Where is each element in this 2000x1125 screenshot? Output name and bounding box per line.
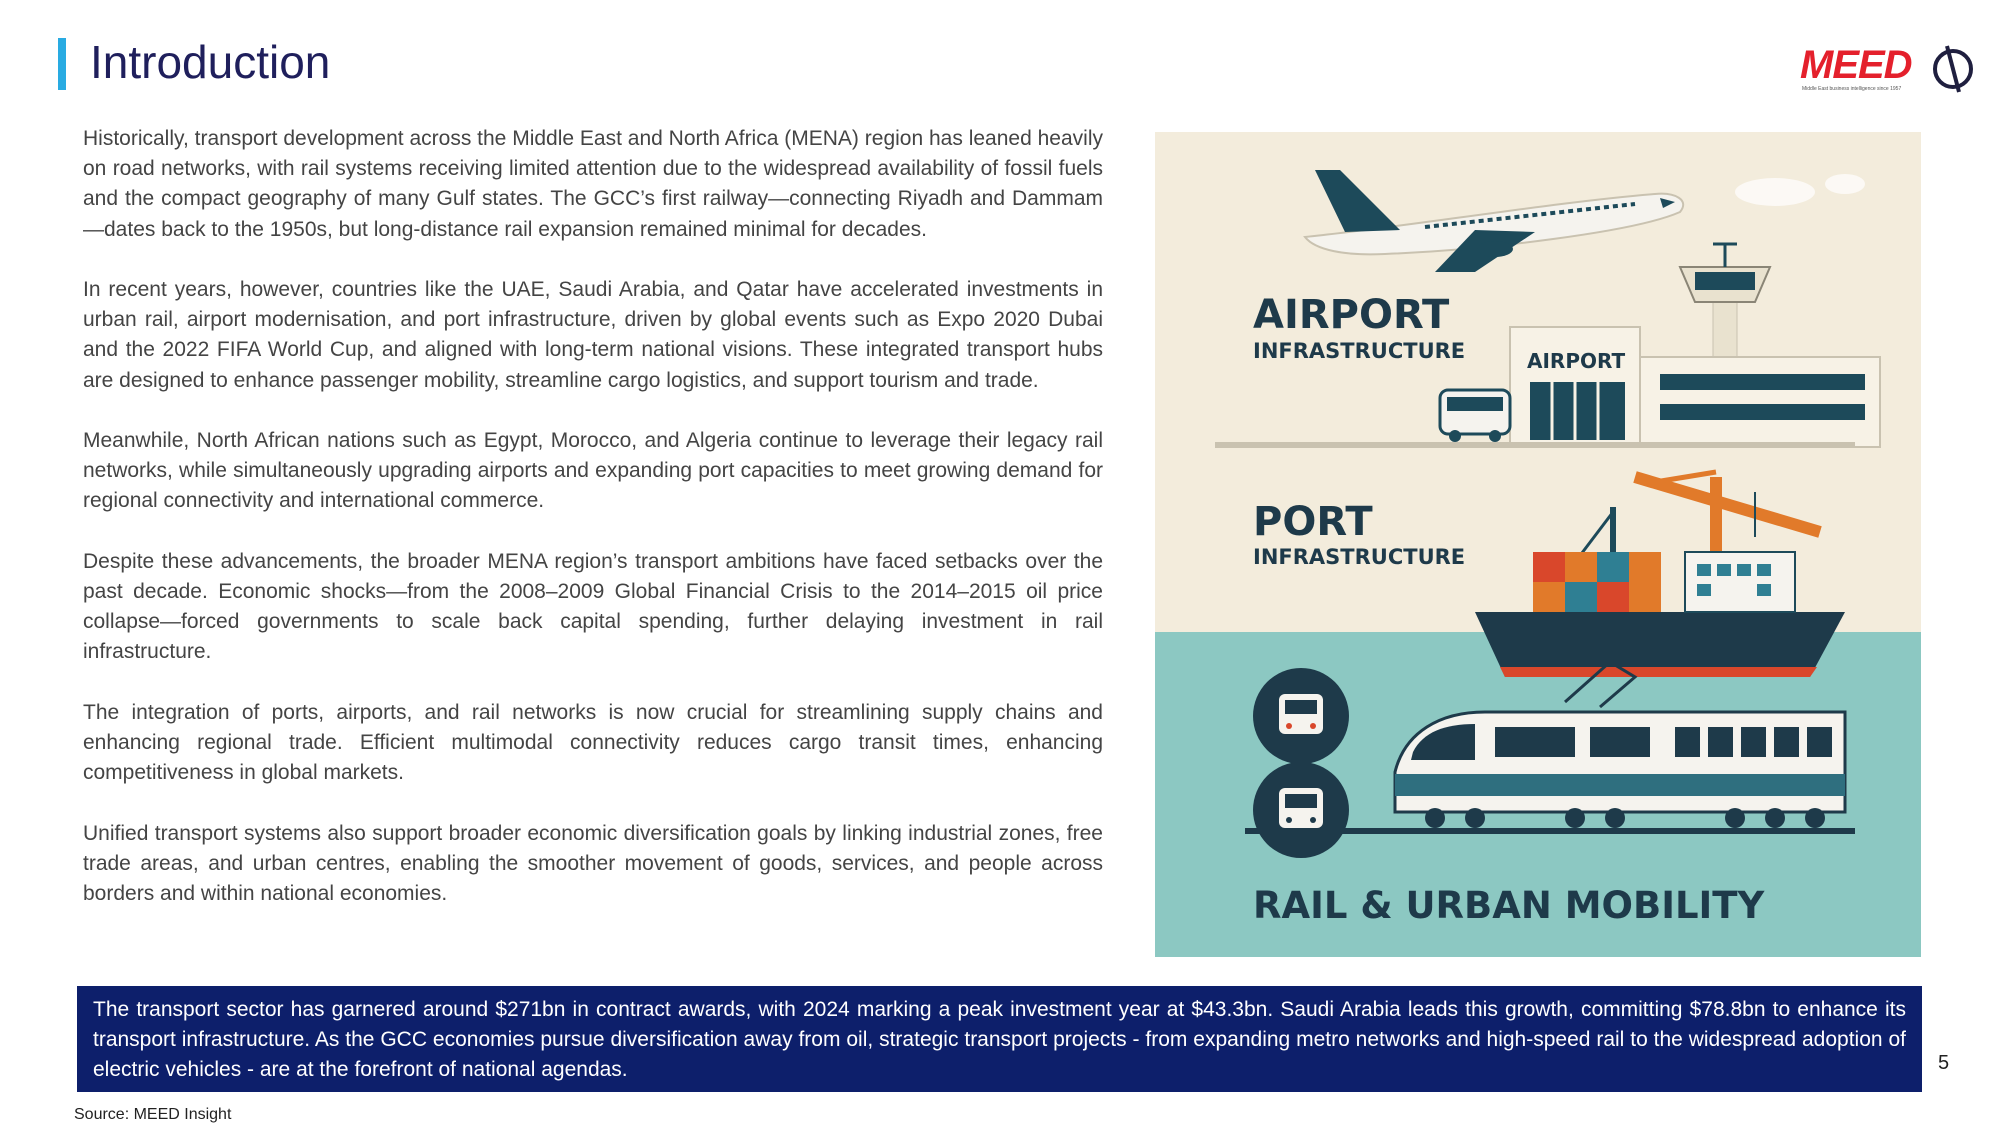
paragraph-integration: The integration of ports, airports, and rail networks is now crucial for streamlining supply chains and enhancing regional trade. Efficient multimodal connectivity reduces cargo transit times, enhancing competitiveness in global markets. xyxy=(83,700,1103,785)
source-note: Source: MEED Insight xyxy=(74,1106,232,1123)
meed-logo xyxy=(1800,40,1980,98)
port-subheading: INFRASTRUCTURE xyxy=(1253,545,1466,569)
paragraph-recent-investment: In recent years, however, countries like the UAE, Saudi Arabia, and Qatar have accelerated investments in urban rail, airport modernisation, and port infrastructure, driven by global events such as Expo 2020 Dubai and the 2022 FIFA World Cup, and aligned with long-term national visions. These integrated transport hubs are designed to enhance passenger mobility, streamline cargo logistics, and support tourism and trade. xyxy=(83,278,1103,392)
transport-illustration xyxy=(1155,132,1921,957)
tram-badge-icon xyxy=(1253,762,1349,858)
body-text xyxy=(83,124,1103,939)
logo-tagline: Middle East business intelligence since 1957 xyxy=(1802,86,1902,92)
rail-heading: RAIL & URBAN MOBILITY xyxy=(1253,884,1765,927)
paragraph-setbacks: Despite these advancements, the broader MENA region’s transport ambitions have faced setbacks over the past decade. Economic shocks—from the 2008–2009 Global Financial Crisis to the 2014–2015 oil price collapse—forced governments to scale back capital spending, further delaying investment in rail infrastructure. xyxy=(83,549,1103,664)
airport-sign: AIRPORT xyxy=(1527,349,1626,373)
paragraph-history: Historically, transport development across the Middle East and North Africa (MENA) region has leaned heavily on road networks, with rail systems receiving limited attention due to the widespread availability of fossil fuels and the compact geography of many Gulf states. The GCC’s first railway—connecting Riyadh and Dammam—dates back to the 1950s, but long-distance rail expansion remained minimal for decades. xyxy=(83,127,1103,241)
metro-badge-icon xyxy=(1253,668,1349,764)
paragraph-diversification: Unified transport systems also support broader economic diversification goals by linking industrial zones, free trade areas, and urban centres, enabling the smoother movement of goods, services, and people across borders and within national economies. xyxy=(83,821,1103,905)
logo-wordmark: MEED xyxy=(1800,43,1912,87)
airport-subheading: INFRASTRUCTURE xyxy=(1253,339,1466,363)
airport-heading: AIRPORT xyxy=(1253,292,1450,338)
title-accent-bar xyxy=(58,38,66,90)
port-heading: PORT xyxy=(1253,499,1373,545)
page-title: Introduction xyxy=(90,36,331,88)
key-facts-callout: The transport sector has garnered around $271bn in contract awards, with 2024 marking a peak investment year at $43.3bn. Saudi Arabia leads this growth, committing $78.8bn to enhance its transport infrastructure. As the GCC economies pursue diversification away from oil, strategic transport projects - from expanding metro networks and high-speed rail to the widespread adoption of electric vehicles - are at the forefront of national agendas. xyxy=(77,986,1922,1092)
page-number: 5 xyxy=(1938,1052,1950,1074)
logo-mark-icon xyxy=(1930,40,1976,94)
paragraph-north-africa: Meanwhile, North African nations such as Egypt, Morocco, and Algeria continue to leverage their legacy rail networks, while simultaneously upgrading airports and expanding port capacities to meet growing demand for regional connectivity and international commerce. xyxy=(83,429,1103,513)
